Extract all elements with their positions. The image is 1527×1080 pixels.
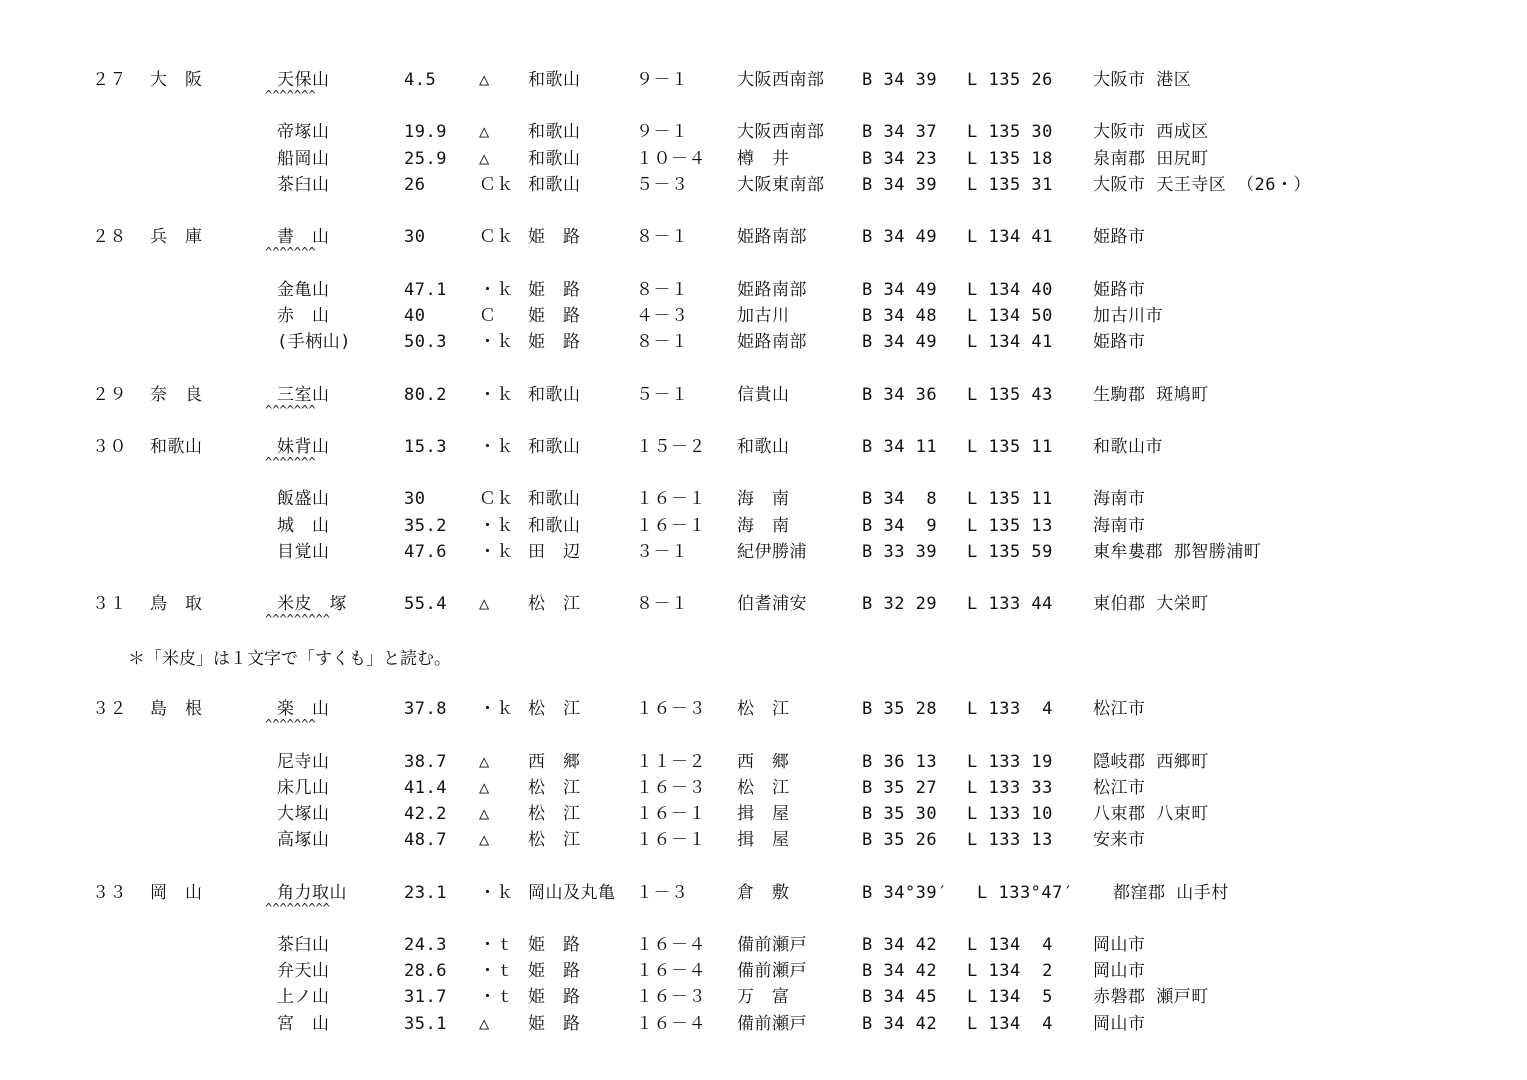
cell-mark: △ bbox=[479, 122, 490, 142]
cell-map: 和歌山 bbox=[528, 437, 581, 457]
cell-lon: L 134 2 bbox=[967, 961, 1053, 981]
cell-elev: 25.9 bbox=[404, 149, 447, 169]
cell-lon: L 135 11 bbox=[967, 489, 1053, 509]
cell-sec: １０－４ bbox=[636, 149, 706, 169]
table-row bbox=[0, 146, 1527, 172]
cell-lon: L 133 13 bbox=[967, 830, 1053, 850]
cell-sheet: 加古川 bbox=[737, 306, 790, 326]
footnote: ＊「米皮」は１文字で「すくも」と読む。 bbox=[128, 649, 451, 669]
cell-lon: L 135 31 bbox=[967, 175, 1053, 195]
cell-sheet: 松 江 bbox=[737, 778, 790, 798]
cell-name: 床几山 bbox=[277, 778, 330, 798]
cell-lat: B 34 42 bbox=[862, 961, 938, 981]
cell-elev: 35.2 bbox=[404, 516, 447, 536]
cell-map: 姫 路 bbox=[528, 987, 581, 1007]
cell-loc: 海南市 bbox=[1093, 516, 1146, 536]
cell-lat: B 34°39′ bbox=[862, 883, 948, 903]
cell-map: 松 江 bbox=[528, 699, 581, 719]
cell-lat: B 34 39 bbox=[862, 70, 938, 90]
cell-elev: 28.6 bbox=[404, 961, 447, 981]
cell-elev: 4.5 bbox=[404, 70, 437, 90]
cell-loc: 海南市 bbox=[1093, 489, 1146, 509]
table-row bbox=[0, 172, 1527, 198]
table-row bbox=[0, 749, 1527, 775]
cell-mark: △ bbox=[479, 70, 490, 90]
cell-lat: B 34 49 bbox=[862, 280, 938, 300]
cell-sheet: 大阪東南部 bbox=[737, 175, 825, 195]
cell-elev: 38.7 bbox=[404, 752, 447, 772]
cell-map: 和歌山 bbox=[528, 385, 581, 405]
cell-sheet: 揖 屋 bbox=[737, 804, 790, 824]
table-row bbox=[0, 434, 1527, 469]
cell-loc: 姫路市 bbox=[1093, 280, 1146, 300]
cell-lon: L 133 19 bbox=[967, 752, 1053, 772]
cell-map: 和歌山 bbox=[528, 122, 581, 142]
cell-loc: 都窪郡 山手村 bbox=[1113, 883, 1229, 903]
cell-lon: L 135 26 bbox=[967, 70, 1053, 90]
cell-elev: 30 bbox=[404, 227, 426, 247]
cell-name: 帝塚山 bbox=[277, 122, 330, 142]
cell-name: 茶臼山 bbox=[277, 935, 330, 955]
cell-map: 松 江 bbox=[528, 804, 581, 824]
cell-num: ２７ bbox=[92, 70, 127, 90]
cell-sec: １６－３ bbox=[636, 778, 706, 798]
cell-mark: △ bbox=[479, 752, 490, 772]
table-row bbox=[0, 277, 1527, 303]
cell-loc: 岡山市 bbox=[1093, 961, 1146, 981]
cell-elev: 19.9 bbox=[404, 122, 447, 142]
cell-elev: 37.8 bbox=[404, 699, 447, 719]
cell-num: ３０ bbox=[92, 437, 127, 457]
cell-mark: ・ｋ bbox=[479, 542, 514, 562]
cell-loc: 安来市 bbox=[1093, 830, 1146, 850]
table-row bbox=[0, 958, 1527, 984]
table-row bbox=[0, 880, 1527, 915]
cell-lat: B 35 30 bbox=[862, 804, 938, 824]
cell-elev: 40 bbox=[404, 306, 426, 326]
cell-loc: 岡山市 bbox=[1093, 935, 1146, 955]
cell-sec: １６－４ bbox=[636, 961, 706, 981]
table-row bbox=[0, 775, 1527, 801]
cell-loc: 松江市 bbox=[1093, 778, 1146, 798]
cell-sec: １６－１ bbox=[636, 489, 706, 509]
cell-name: (手柄山) bbox=[277, 332, 351, 352]
table-row bbox=[0, 224, 1527, 259]
cell-mark: △ bbox=[479, 804, 490, 824]
cell-sec: １－３ bbox=[636, 883, 689, 903]
cell-elev: 35.1 bbox=[404, 1014, 447, 1034]
cell-name: 赤 山 bbox=[277, 306, 330, 326]
table-row bbox=[0, 539, 1527, 565]
underline-marks: ^^^^^^^ bbox=[265, 717, 316, 731]
cell-name: 角力取山 bbox=[277, 883, 347, 903]
cell-mark: △ bbox=[479, 830, 490, 850]
cell-sheet: 和歌山 bbox=[737, 437, 790, 457]
cell-mark: ・ｋ bbox=[479, 883, 514, 903]
table-row bbox=[0, 382, 1527, 417]
cell-lat: B 35 28 bbox=[862, 699, 938, 719]
cell-name: 弁天山 bbox=[277, 961, 330, 981]
cell-loc: 姫路市 bbox=[1093, 332, 1146, 352]
cell-name: 天保山 bbox=[277, 70, 330, 90]
cell-loc: 大阪市 港区 bbox=[1093, 70, 1192, 90]
cell-elev: 30 bbox=[404, 489, 426, 509]
cell-elev: 48.7 bbox=[404, 830, 447, 850]
cell-lon: L 134 50 bbox=[967, 306, 1053, 326]
cell-sec: １６－１ bbox=[636, 804, 706, 824]
cell-loc: 生駒郡 斑鳩町 bbox=[1093, 385, 1209, 405]
cell-sec: ８－１ bbox=[636, 332, 689, 352]
cell-elev: 31.7 bbox=[404, 987, 447, 1007]
cell-lat: B 34 45 bbox=[862, 987, 938, 1007]
cell-name: 船岡山 bbox=[277, 149, 330, 169]
table-row bbox=[0, 486, 1527, 512]
cell-lon: L 133 33 bbox=[967, 778, 1053, 798]
cell-lat: B 34 8 bbox=[862, 489, 938, 509]
cell-loc: 大阪市 西成区 bbox=[1093, 122, 1209, 142]
cell-map: 松 江 bbox=[528, 594, 581, 614]
table-row bbox=[0, 303, 1527, 329]
cell-sheet: 姫路南部 bbox=[737, 227, 807, 247]
table-row bbox=[0, 696, 1527, 731]
cell-mark: ・ｔ bbox=[479, 935, 514, 955]
cell-map: 和歌山 bbox=[528, 149, 581, 169]
underline-marks: ^^^^^^^^^ bbox=[265, 612, 331, 626]
cell-sec: ９－１ bbox=[636, 70, 689, 90]
cell-name: 上ノ山 bbox=[277, 987, 330, 1007]
cell-mark: Ｃｋ bbox=[479, 175, 514, 195]
cell-num: ２９ bbox=[92, 385, 127, 405]
cell-pref: 岡 山 bbox=[150, 883, 203, 903]
cell-num: ３３ bbox=[92, 883, 127, 903]
cell-sec: ３－１ bbox=[636, 542, 689, 562]
cell-lon: L 134 4 bbox=[967, 935, 1053, 955]
cell-map: 姫 路 bbox=[528, 227, 581, 247]
cell-sheet: 海 南 bbox=[737, 516, 790, 536]
cell-sec: １６－３ bbox=[636, 699, 706, 719]
cell-sheet: 海 南 bbox=[737, 489, 790, 509]
cell-elev: 24.3 bbox=[404, 935, 447, 955]
cell-loc: 大阪市 天王寺区 （26・） bbox=[1093, 175, 1311, 195]
cell-num: ３２ bbox=[92, 699, 127, 719]
cell-lat: B 34 42 bbox=[862, 935, 938, 955]
cell-lat: B 34 42 bbox=[862, 1014, 938, 1034]
cell-map: 田 辺 bbox=[528, 542, 581, 562]
cell-map: 和歌山 bbox=[528, 516, 581, 536]
cell-sheet: 紀伊勝浦 bbox=[737, 542, 807, 562]
cell-name: 妹背山 bbox=[277, 437, 330, 457]
table-row bbox=[0, 119, 1527, 145]
cell-elev: 15.3 bbox=[404, 437, 447, 457]
cell-sec: ５－３ bbox=[636, 175, 689, 195]
cell-lat: B 34 36 bbox=[862, 385, 938, 405]
cell-loc: 赤磐郡 瀬戸町 bbox=[1093, 987, 1209, 1007]
cell-num: ３１ bbox=[92, 594, 127, 614]
cell-sec: ４－３ bbox=[636, 306, 689, 326]
table-row bbox=[0, 984, 1527, 1010]
cell-loc: 東伯郡 大栄町 bbox=[1093, 594, 1209, 614]
cell-elev: 55.4 bbox=[404, 594, 447, 614]
cell-mark: ・ｋ bbox=[479, 332, 514, 352]
cell-mark: ・ｋ bbox=[479, 699, 514, 719]
cell-lon: L 134 4 bbox=[967, 1014, 1053, 1034]
cell-loc: 隠岐郡 西郷町 bbox=[1093, 752, 1209, 772]
cell-elev: 41.4 bbox=[404, 778, 447, 798]
cell-lon: L 133 44 bbox=[967, 594, 1053, 614]
cell-name: 飯盛山 bbox=[277, 489, 330, 509]
cell-name: 高塚山 bbox=[277, 830, 330, 850]
cell-lon: L 135 13 bbox=[967, 516, 1053, 536]
cell-map: 姫 路 bbox=[528, 961, 581, 981]
cell-sheet: 樽 井 bbox=[737, 149, 790, 169]
cell-elev: 23.1 bbox=[404, 883, 447, 903]
cell-sheet: 大阪西南部 bbox=[737, 122, 825, 142]
cell-loc: 岡山市 bbox=[1093, 1014, 1146, 1034]
cell-loc: 和歌山市 bbox=[1093, 437, 1163, 457]
cell-lat: B 34 49 bbox=[862, 332, 938, 352]
cell-pref: 鳥 取 bbox=[150, 594, 203, 614]
cell-sheet: 松 江 bbox=[737, 699, 790, 719]
cell-pref: 奈 良 bbox=[150, 385, 203, 405]
cell-loc: 泉南郡 田尻町 bbox=[1093, 149, 1209, 169]
cell-lat: B 34 23 bbox=[862, 149, 938, 169]
cell-mark: △ bbox=[479, 1014, 490, 1034]
cell-map: 岡山及丸亀 bbox=[528, 883, 616, 903]
cell-sec: ８－１ bbox=[636, 227, 689, 247]
cell-mark: ・ｋ bbox=[479, 280, 514, 300]
cell-sheet: 倉 敷 bbox=[737, 883, 790, 903]
cell-sheet: 備前瀬戸 bbox=[737, 1014, 807, 1034]
cell-sec: ９－１ bbox=[636, 122, 689, 142]
cell-elev: 47.1 bbox=[404, 280, 447, 300]
cell-lon: L 134 5 bbox=[967, 987, 1053, 1007]
cell-map: 和歌山 bbox=[528, 175, 581, 195]
cell-elev: 50.3 bbox=[404, 332, 447, 352]
cell-sec: １６－４ bbox=[636, 1014, 706, 1034]
cell-lat: B 32 29 bbox=[862, 594, 938, 614]
cell-sheet: 伯耆浦安 bbox=[737, 594, 807, 614]
cell-lon: L 135 59 bbox=[967, 542, 1053, 562]
cell-map: 松 江 bbox=[528, 830, 581, 850]
cell-name: 尼寺山 bbox=[277, 752, 330, 772]
cell-lat: B 36 13 bbox=[862, 752, 938, 772]
cell-name: 米皮 塚 bbox=[277, 594, 347, 614]
cell-sheet: 揖 屋 bbox=[737, 830, 790, 850]
cell-lat: B 34 48 bbox=[862, 306, 938, 326]
cell-sec: ８－１ bbox=[636, 280, 689, 300]
table-row bbox=[0, 1011, 1527, 1037]
cell-mark: Ｃ bbox=[479, 306, 497, 326]
cell-sec: １６－１ bbox=[636, 516, 706, 536]
underline-marks: ^^^^^^^ bbox=[265, 455, 316, 469]
cell-sec: １６－４ bbox=[636, 935, 706, 955]
cell-sec: １６－１ bbox=[636, 830, 706, 850]
cell-sheet: 備前瀬戸 bbox=[737, 935, 807, 955]
cell-sheet: 姫路南部 bbox=[737, 332, 807, 352]
cell-lat: B 34 39 bbox=[862, 175, 938, 195]
cell-sheet: 姫路南部 bbox=[737, 280, 807, 300]
cell-mark: ・ｔ bbox=[479, 987, 514, 1007]
cell-mark: △ bbox=[479, 149, 490, 169]
cell-sheet: 信貴山 bbox=[737, 385, 790, 405]
cell-lat: B 34 11 bbox=[862, 437, 938, 457]
table-row bbox=[0, 801, 1527, 827]
table-row bbox=[0, 932, 1527, 958]
cell-elev: 47.6 bbox=[404, 542, 447, 562]
cell-lat: B 34 49 bbox=[862, 227, 938, 247]
cell-map: 和歌山 bbox=[528, 489, 581, 509]
cell-loc: 松江市 bbox=[1093, 699, 1146, 719]
cell-map: 姫 路 bbox=[528, 332, 581, 352]
cell-sheet: 西 郷 bbox=[737, 752, 790, 772]
cell-name: 茶臼山 bbox=[277, 175, 330, 195]
table-row bbox=[0, 591, 1527, 626]
cell-map: 姫 路 bbox=[528, 1014, 581, 1034]
cell-lon: L 135 30 bbox=[967, 122, 1053, 142]
cell-mark: △ bbox=[479, 594, 490, 614]
cell-num: ２８ bbox=[92, 227, 127, 247]
cell-name: 城 山 bbox=[277, 516, 330, 536]
cell-sec: １６－３ bbox=[636, 987, 706, 1007]
cell-elev: 42.2 bbox=[404, 804, 447, 824]
cell-lon: L 133 10 bbox=[967, 804, 1053, 824]
underline-marks: ^^^^^^^ bbox=[265, 245, 316, 259]
cell-loc: 加古川市 bbox=[1093, 306, 1163, 326]
cell-pref: 大 阪 bbox=[150, 70, 203, 90]
cell-mark: △ bbox=[479, 778, 490, 798]
cell-lon: L 133°47′ bbox=[977, 883, 1074, 903]
underline-marks: ^^^^^^^^^ bbox=[265, 901, 331, 915]
cell-loc: 東牟婁郡 那智勝浦町 bbox=[1093, 542, 1262, 562]
cell-mark: ・ｋ bbox=[479, 516, 514, 536]
cell-map: 姫 路 bbox=[528, 935, 581, 955]
table-row bbox=[0, 513, 1527, 539]
cell-name: 金亀山 bbox=[277, 280, 330, 300]
cell-sec: ８－１ bbox=[636, 594, 689, 614]
cell-lat: B 35 27 bbox=[862, 778, 938, 798]
cell-mark: Ｃｋ bbox=[479, 227, 514, 247]
cell-mark: Ｃｋ bbox=[479, 489, 514, 509]
cell-lon: L 134 40 bbox=[967, 280, 1053, 300]
cell-sheet: 備前瀬戸 bbox=[737, 961, 807, 981]
cell-map: 姫 路 bbox=[528, 280, 581, 300]
cell-name: 三室山 bbox=[277, 385, 330, 405]
cell-mark: ・ｋ bbox=[479, 437, 514, 457]
cell-name: 大塚山 bbox=[277, 804, 330, 824]
cell-map: 姫 路 bbox=[528, 306, 581, 326]
table-row bbox=[0, 329, 1527, 355]
cell-lon: L 135 43 bbox=[967, 385, 1053, 405]
table-row bbox=[0, 827, 1527, 853]
cell-sheet: 万 富 bbox=[737, 987, 790, 1007]
cell-lat: B 34 9 bbox=[862, 516, 938, 536]
cell-sec: １５－２ bbox=[636, 437, 706, 457]
cell-lon: L 133 4 bbox=[967, 699, 1053, 719]
cell-lat: B 35 26 bbox=[862, 830, 938, 850]
cell-lon: L 135 18 bbox=[967, 149, 1053, 169]
cell-lon: L 134 41 bbox=[967, 332, 1053, 352]
cell-map: 和歌山 bbox=[528, 70, 581, 90]
table-row bbox=[0, 67, 1527, 102]
cell-pref: 兵 庫 bbox=[150, 227, 203, 247]
underline-marks: ^^^^^^^ bbox=[265, 88, 316, 102]
cell-loc: 姫路市 bbox=[1093, 227, 1146, 247]
cell-mark: ・ｋ bbox=[479, 385, 514, 405]
cell-lat: B 34 37 bbox=[862, 122, 938, 142]
cell-map: 西 郷 bbox=[528, 752, 581, 772]
cell-mark: ・ｔ bbox=[479, 961, 514, 981]
cell-name: 楽 山 bbox=[277, 699, 330, 719]
cell-map: 松 江 bbox=[528, 778, 581, 798]
cell-elev: 26 bbox=[404, 175, 426, 195]
cell-sec: ５－１ bbox=[636, 385, 689, 405]
cell-sec: １１－２ bbox=[636, 752, 706, 772]
cell-lon: L 134 41 bbox=[967, 227, 1053, 247]
cell-name: 宮 山 bbox=[277, 1014, 330, 1034]
cell-elev: 80.2 bbox=[404, 385, 447, 405]
cell-loc: 八束郡 八束町 bbox=[1093, 804, 1209, 824]
cell-pref: 和歌山 bbox=[150, 437, 203, 457]
cell-name: 目覚山 bbox=[277, 542, 330, 562]
cell-sheet: 大阪西南部 bbox=[737, 70, 825, 90]
cell-pref: 島 根 bbox=[150, 699, 203, 719]
cell-name: 書 山 bbox=[277, 227, 330, 247]
cell-lat: B 33 39 bbox=[862, 542, 938, 562]
underline-marks: ^^^^^^^ bbox=[265, 403, 316, 417]
cell-lon: L 135 11 bbox=[967, 437, 1053, 457]
